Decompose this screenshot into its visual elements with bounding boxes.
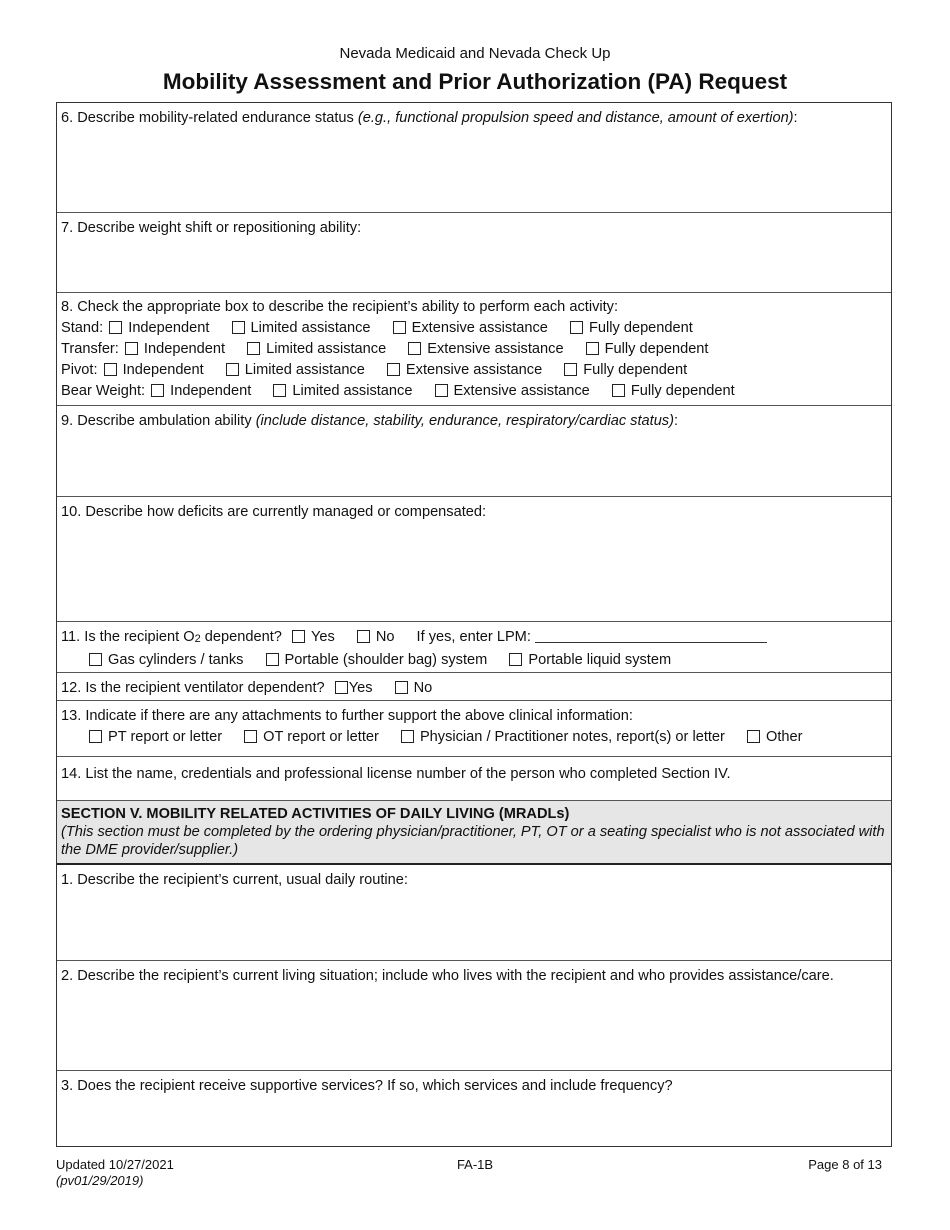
- section-5-heading: SECTION V. MOBILITY RELATED ACTIVITIES OF DAILY LIVING (MRADLs): [61, 806, 570, 822]
- lpm-input[interactable]: [535, 628, 767, 643]
- stand-independent-checkbox[interactable]: [109, 321, 122, 334]
- stand-limited-checkbox[interactable]: [232, 321, 245, 334]
- activity-pivot-label: Pivot:: [61, 362, 98, 378]
- section-5-question-3[interactable]: [57, 1071, 891, 1146]
- footer-form-id: FA-1B: [456, 1157, 494, 1172]
- ventilator-no-checkbox[interactable]: [395, 681, 408, 694]
- transfer-independent-checkbox[interactable]: [125, 342, 138, 355]
- activity-pivot-row: Pivot: Independent Limited assistance Extensive assistance Fully dependent: [61, 362, 688, 378]
- ventilator-yes-checkbox[interactable]: [335, 681, 348, 694]
- question-6[interactable]: 6. Describe mobility-related endurance status (e.g., functional propulsion speed and distance, amount of exertion):: [57, 103, 891, 213]
- question-6-text: 6. Describe mobility-related endurance status: [61, 110, 358, 126]
- question-9-note: (include distance, stability, endurance, respiratory/cardiac status): [255, 413, 674, 429]
- other-attachment-checkbox[interactable]: [747, 730, 760, 743]
- page-title: Mobility Assessment and Prior Authorization (PA) Request: [162, 69, 788, 94]
- section-5-question-2-text: 2. Describe the recipient’s current living situation; include who lives with the recipient and who provides assistance/care.: [61, 968, 834, 984]
- activity-bear-weight-row: Bear Weight: Independent Limited assistance Extensive assistance Fully dependent: [61, 383, 735, 399]
- question-10-text: 10. Describe how deficits are currently managed or compensated:: [61, 504, 487, 520]
- pivot-independent-checkbox[interactable]: [104, 363, 117, 376]
- lpm-label: If yes, enter LPM:: [416, 629, 531, 645]
- activity-transfer-label: Transfer:: [61, 341, 119, 357]
- question-6-note: (e.g., functional propulsion speed and distance, amount of exertion): [357, 110, 794, 126]
- bear-weight-limited-checkbox[interactable]: [273, 384, 286, 397]
- question-7-text: 7. Describe weight shift or repositioning ability:: [61, 220, 362, 236]
- section-5-note: (This section must be completed by the ordering physician/practitioner, PT, OT or a seating specialist who is not associated with the DME provider/supplier.): [61, 824, 885, 858]
- activity-transfer-row: Transfer: Independent Limited assistance Extensive assistance Fully dependent: [61, 341, 709, 357]
- section-5-question-1-text: 1. Describe the recipient’s current, usual daily routine:: [61, 872, 408, 888]
- footer-updated: Updated 10/27/2021 (pv01/29/2019): [56, 1157, 174, 1188]
- question-8-text: 8. Check the appropriate box to describe the recipient’s ability to perform each activity:: [61, 299, 619, 315]
- stand-fully-dependent-checkbox[interactable]: [570, 321, 583, 334]
- question-14[interactable]: [57, 757, 891, 801]
- activity-stand-label: Stand:: [61, 320, 104, 336]
- transfer-fully-dependent-checkbox[interactable]: [586, 342, 599, 355]
- bear-weight-extensive-checkbox[interactable]: [435, 384, 448, 397]
- bear-weight-independent-checkbox[interactable]: [151, 384, 164, 397]
- section-5-header: [57, 801, 891, 865]
- gas-cylinders-checkbox[interactable]: [89, 653, 102, 666]
- section-5-question-1[interactable]: [57, 865, 891, 961]
- pivot-fully-dependent-checkbox[interactable]: [564, 363, 577, 376]
- pivot-extensive-checkbox[interactable]: [387, 363, 400, 376]
- activity-stand-row: Stand: Independent Limited assistance Extensive assistance Fully dependent: [61, 320, 693, 336]
- bear-weight-fully-dependent-checkbox[interactable]: [612, 384, 625, 397]
- portable-liquid-checkbox[interactable]: [509, 653, 522, 666]
- question-9[interactable]: 9. Describe ambulation ability (include distance, stability, endurance, respiratory/cardiac status):: [57, 406, 891, 497]
- ot-report-checkbox[interactable]: [244, 730, 257, 743]
- stand-extensive-checkbox[interactable]: [393, 321, 406, 334]
- question-11-text: 11. Is the recipient O2 dependent?: [61, 629, 282, 645]
- o2-yes-checkbox[interactable]: [292, 630, 305, 643]
- section-5-question-3-text: 3. Does the recipient receive supportive services? If so, which services and include frequency?: [61, 1078, 673, 1094]
- footer-page-number: Page 8 of 13: [808, 1157, 882, 1172]
- activity-bear-weight-label: Bear Weight:: [61, 383, 146, 399]
- transfer-extensive-checkbox[interactable]: [408, 342, 421, 355]
- question-11: 11. Is the recipient O2 dependent? Yes No If yes, enter LPM: Gas cylinders / tanks Portable (shoulder bag) system Portable liquid system: [57, 622, 891, 673]
- portable-shoulder-bag-checkbox[interactable]: [266, 653, 279, 666]
- form-table: [56, 102, 892, 1147]
- question-10[interactable]: [57, 497, 891, 622]
- question-8: [57, 293, 891, 406]
- section-5-question-2[interactable]: [57, 961, 891, 1071]
- o2-no-checkbox[interactable]: [357, 630, 370, 643]
- question-9-text: 9. Describe ambulation ability: [61, 413, 256, 429]
- pt-report-checkbox[interactable]: [89, 730, 102, 743]
- pivot-limited-checkbox[interactable]: [226, 363, 239, 376]
- transfer-limited-checkbox[interactable]: [247, 342, 260, 355]
- question-14-text: 14. List the name, credentials and professional license number of the person who completed Section IV.: [61, 766, 731, 782]
- question-12-text: 12. Is the recipient ventilator dependent?: [61, 680, 325, 696]
- agency-name: Nevada Medicaid and Nevada Check Up: [339, 45, 611, 62]
- question-12: 12. Is the recipient ventilator dependent? Yes No: [57, 673, 891, 701]
- question-13: 13. Indicate if there are any attachments to further support the above clinical information: PT report or letter OT report or letter Physician / Practitioner notes, report(s) or letter Other: [57, 701, 891, 757]
- physician-notes-checkbox[interactable]: [401, 730, 414, 743]
- footer-previous-version: (pv01/29/2019): [56, 1173, 144, 1188]
- question-7[interactable]: [57, 213, 891, 293]
- question-13-text: 13. Indicate if there are any attachments to further support the above clinical information:: [61, 708, 633, 724]
